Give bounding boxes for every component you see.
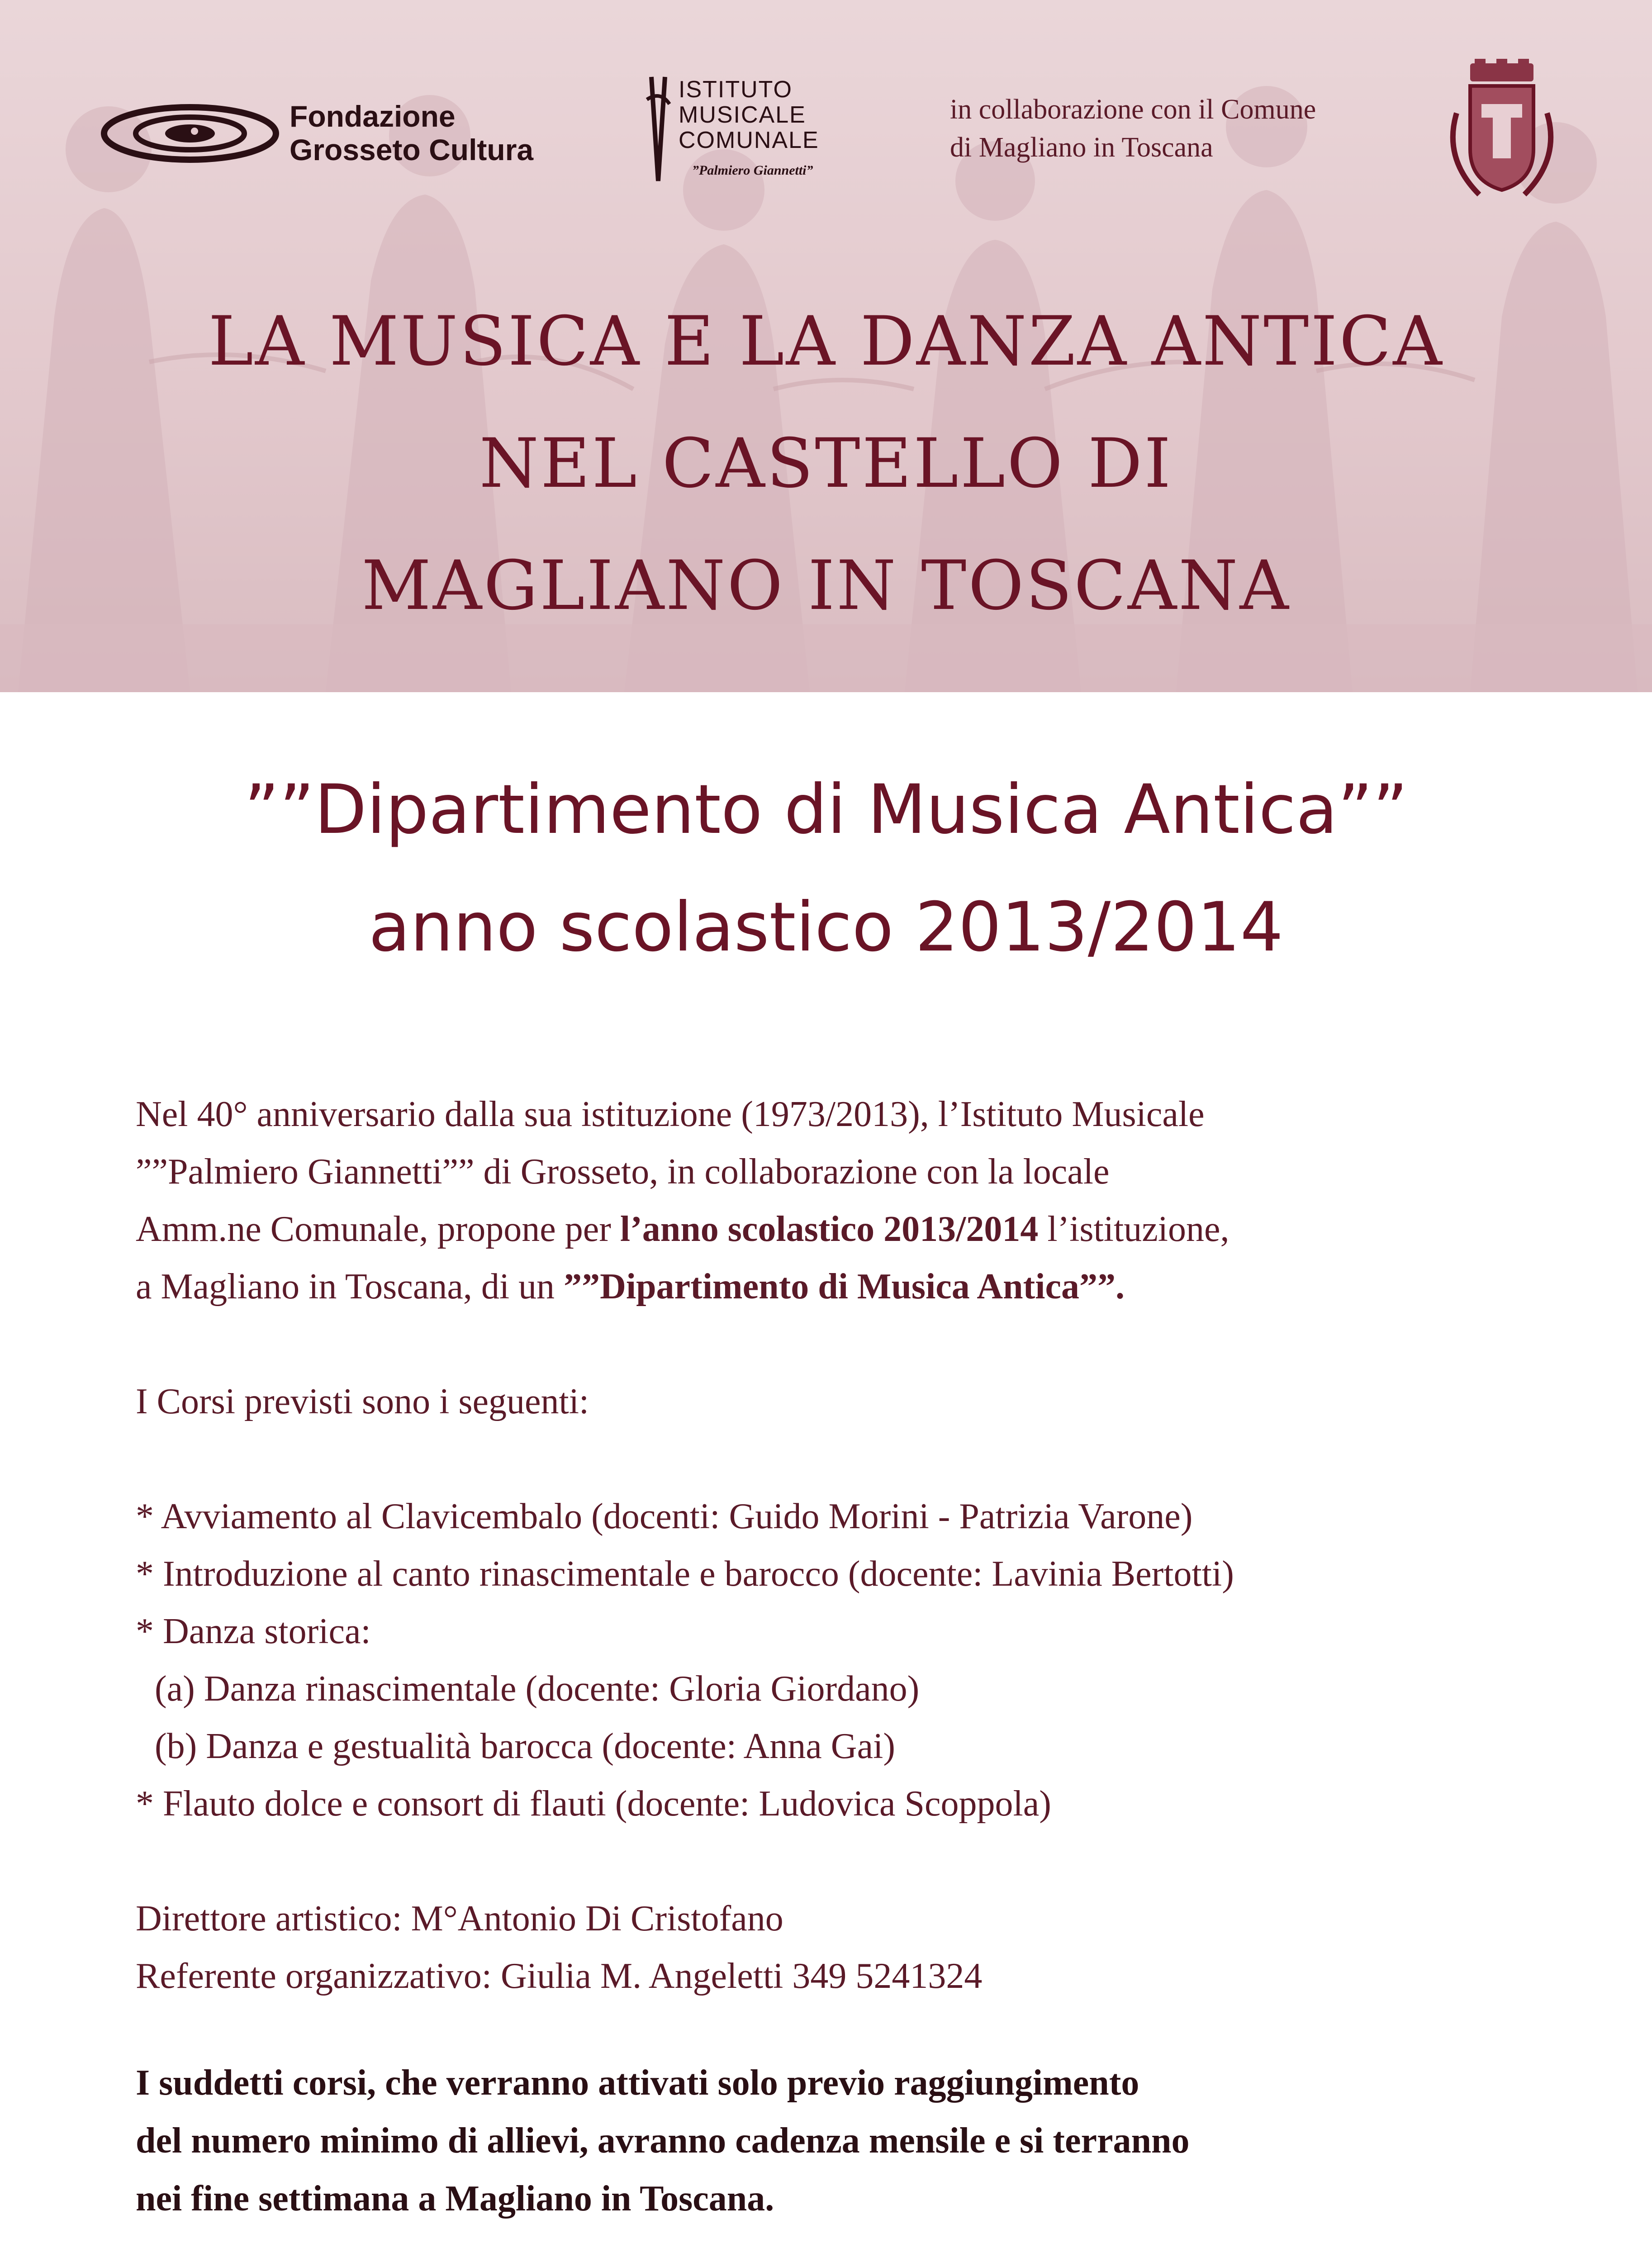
istituto-name [679,77,819,153]
intro-line-3-text: Amm.ne Comunale, propone per [136,1209,620,1249]
intro-line-4-text: a Magliano in Toscana, di un [136,1267,564,1307]
courses-heading: I Corsi previsti sono i seguenti: [136,1382,589,1421]
closing-line-1: I suddetti corsi, che verranno attivati solo previo raggiungimento [136,2063,1139,2103]
artistic-director: Direttore artistico: M°Antonio Di Cristofano [136,1899,783,1939]
istituto-line-3: COMUNALE [679,127,819,153]
violin-scroll-icon [642,72,674,185]
title-line-1: LA MUSICA E LA DANZA ANTICA [208,302,1444,381]
closing-line-3: nei fine settimana a Magliano in Toscana. [136,2179,774,2219]
intro-line-3-end: l’istituzione, [1038,1209,1230,1249]
course-item: * Danza storica: [136,1611,371,1651]
course-item: * Introduzione al canto rinascimentale e barocco (docente: Lavinia Bertotti) [136,1554,1234,1594]
fondazione-grosseto-cultura-logo [100,90,597,181]
organizing-contact: Referente organizzativo: Giulia M. Angeletti 349 5241324 [136,1956,983,1996]
body-text [136,1086,1538,2005]
course-subitem: (b) Danza e gestualità barocca (docente: Anna Gai) [155,1726,895,1766]
istituto-line-1: ISTITUTO [679,76,793,103]
intro-line-1: Nel 40° anniversario dalla sua istituzione (1973/2013), l’Istituto Musicale [136,1094,1205,1134]
fondazione-line-2: Grosseto Cultura [290,133,534,166]
title-line-3: MAGLIANO IN TOSCANA [361,546,1291,625]
intro-department-bold: ””Dipartimento di Musica Antica””. [564,1267,1125,1307]
collaboration-note [950,90,1402,166]
intro-school-year-bold: l’anno scolastico 2013/2014 [620,1209,1039,1249]
fondazione-line-1: Fondazione [290,100,456,133]
title-line-2: NEL CASTELLO DI [479,424,1173,503]
collab-line-2: di Magliano in Toscana [950,132,1213,163]
eye-logo-icon [100,100,280,167]
closing-note [136,2054,1538,2228]
collab-line-1: in collaborazione con il Comune [950,94,1316,125]
istituto-line-2: MUSICALE [679,102,806,128]
intro-line-4 [136,1258,1538,1316]
course-item: * Flauto dolce e consort di flauti (docente: Ludovica Scoppola) [136,1784,1051,1824]
course-item: * Avviamento al Clavicembalo (docenti: Guido Morini - Patrizia Varone) [136,1497,1193,1536]
fondazione-name [290,100,533,166]
municipal-crest-icon [1438,59,1565,208]
closing-line-2: del numero minimo di allievi, avranno cadenza mensile e si terranno [136,2121,1190,2161]
subtitle-department: ””Dipartimento di Musica Antica”” [244,770,1408,849]
intro-line-2: ””Palmiero Giannetti”” di Grosseto, in collaborazione con la locale [136,1152,1110,1192]
course-subitem: (a) Danza rinascimentale (docente: Gloria Giordano) [155,1669,920,1709]
header-band [0,0,1652,692]
istituto-musicale-logo [642,72,896,195]
subtitle [0,751,1652,986]
main-title [0,280,1652,647]
subtitle-school-year: anno scolastico 2013/2014 [368,888,1284,967]
istituto-subtitle: ”Palmiero Giannetti” [692,163,813,178]
intro-line-3 [136,1201,1538,1258]
